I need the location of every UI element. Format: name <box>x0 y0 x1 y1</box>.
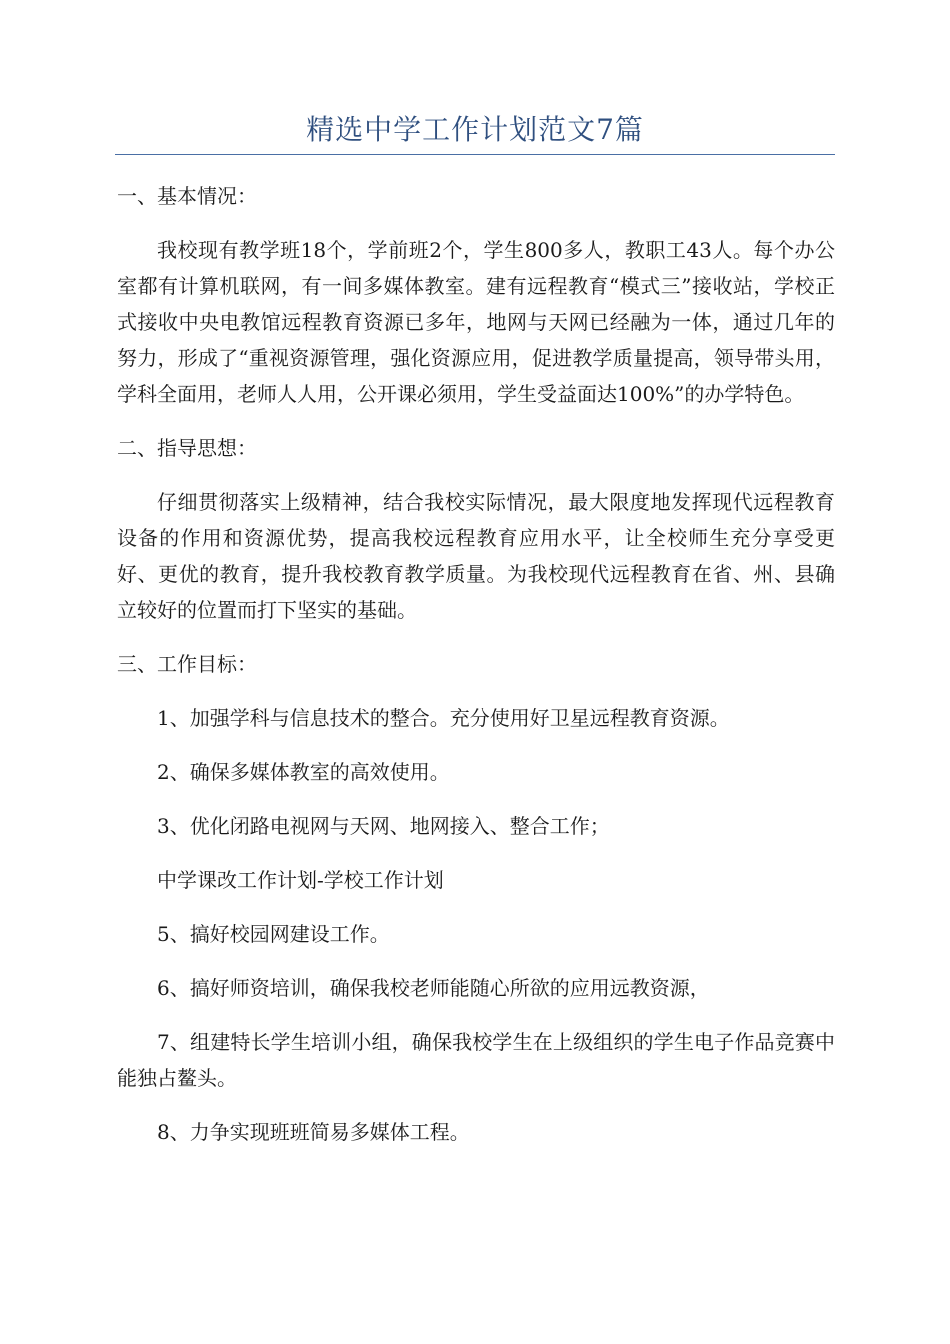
goal-item: 1、加强学科与信息技术的整合。充分使用好卫星远程教育资源。 <box>157 706 730 730</box>
section-heading-guiding: 二、指导思想： <box>117 436 257 460</box>
goal-item: 中学课改工作计划-学校工作计划 <box>157 868 444 892</box>
goal-item: 2、确保多媒体教室的高效使用。 <box>157 760 450 784</box>
document-body <box>117 178 835 1150</box>
title-underline <box>115 154 835 155</box>
goal-item: 8、力争实现班班简易多媒体工程。 <box>157 1120 470 1144</box>
goal-item: 7、组建特长学生培训小组，确保我校学生在上级组织的学生电子作品竞赛中能独占鳌头。 <box>117 1030 835 1090</box>
section-heading-goals: 三、工作目标： <box>117 652 257 676</box>
goal-item: 5、搞好校园网建设工作。 <box>157 922 390 946</box>
section-body-basic: 我校现有教学班18个，学前班2个，学生800多人，教职工43人。每个办公室都有计算机联网，有一间多媒体教室。建有远程教育“模式三”接收站，学校正式接收中央电教馆远程教育资源已多年，地网与天网已经融为一体，通过几年的努力，形成了“重视资源管理，强化资源应用，促进教学质量提高，领导带头用，学科全面用，老师人人用，公开课必须用，学生受益面达100%”的办学特色。 <box>117 238 835 406</box>
section-body-guiding: 仔细贯彻落实上级精神，结合我校实际情况，最大限度地发挥现代远程教育设备的作用和资源优势，提高我校远程教育应用水平，让全校师生充分享受更好、更优的教育，提升我校教育教学质量。为我校现代远程教育在省、州、县确立较好的位置而打下坚实的基础。 <box>117 490 835 622</box>
goal-item: 6、搞好师资培训，确保我校老师能随心所欲的应用远教资源， <box>157 976 710 1000</box>
section-heading-basic: 一、基本情况： <box>117 184 257 208</box>
goal-item: 3、优化闭路电视网与天网、地网接入、整合工作； <box>157 814 610 838</box>
document-title: 精选中学工作计划范文7篇 <box>306 113 644 146</box>
